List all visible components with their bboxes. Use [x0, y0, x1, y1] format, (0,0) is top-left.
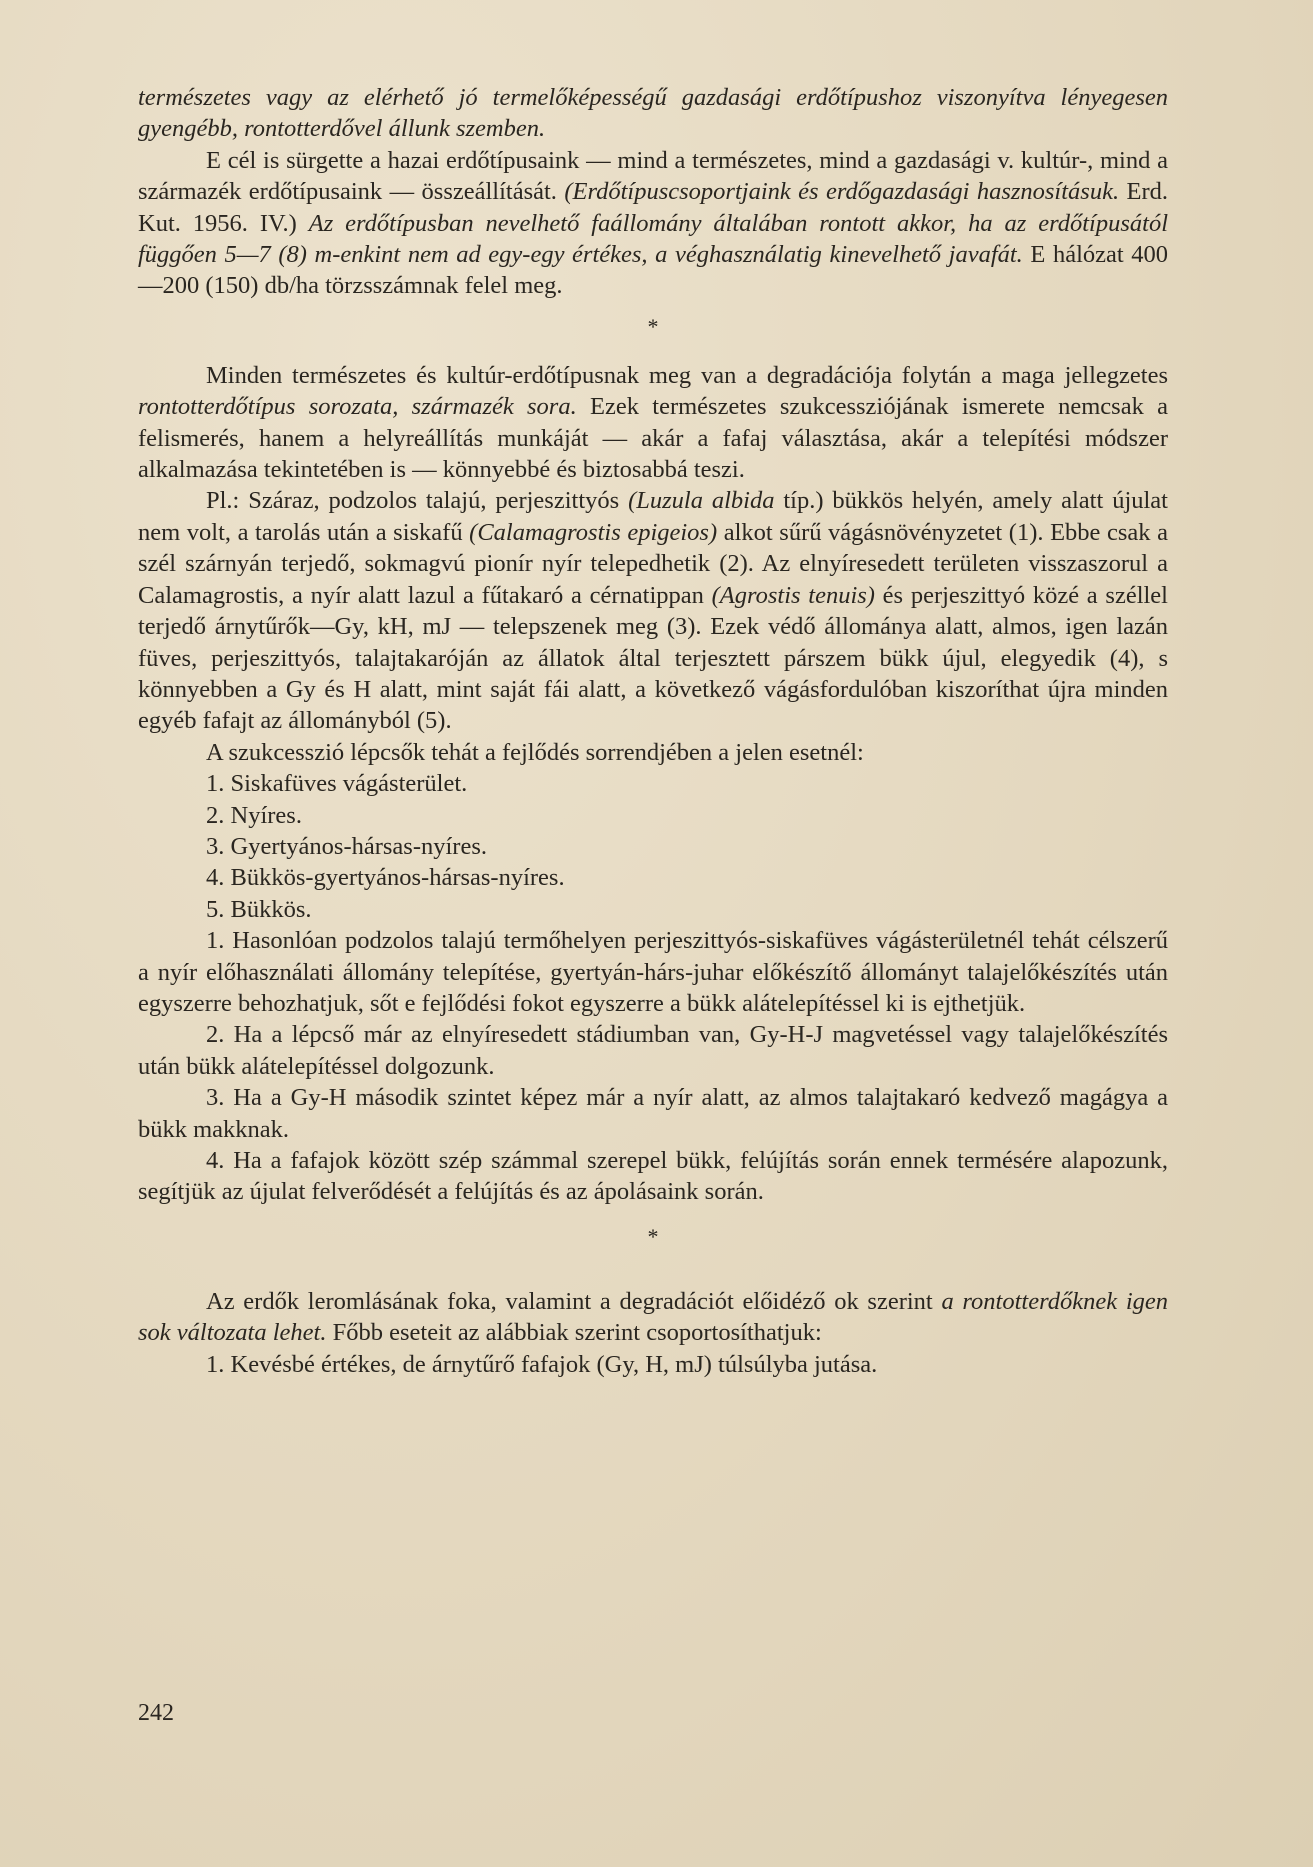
numbered-paragraph-4: 4. Ha a fafajok között szép számmal szerepel bükk, felújítás során ennek termésére alapozunk, segítjük az újulat felverődését a felújítás és az ápolásaink során. — [138, 1147, 1168, 1206]
s2-p1b: rontotterdőtípus sorozata, származék sora. — [138, 393, 577, 421]
section-separator-2: * — [647, 1223, 659, 1249]
s3-p1c: Főbb eseteit az alábbiak szerint csoportosíthatjuk: — [326, 1319, 822, 1347]
s3-p1b: a rontotterdőknek igen sok változata lehet. — [138, 1287, 1169, 1347]
numbered-paragraph-1: 1. Hasonlóan podzolos talajú termőhelyen perjeszittyós-siskafüves vágásterületnél tehát célszerű a nyír előhasználati állomány telepítése, gyertyán-hárs-juhar előkészítő állományt talajelőkészítés után egyszerre behozhatjuk, sőt e fejlődési fokot egyszerre a bükk alátelepítéssel ki is ejthetjük. — [138, 927, 1168, 1017]
s2-p2b: (Luzula albida — [628, 487, 775, 515]
section3-item-1: 1. Kevésbé értékes, de árnytűrő fafajok (Gy, H, mJ) túlsúlyba jutása. — [206, 1350, 878, 1378]
intro-s2c: Erd. Kut. 1956. IV.) — [138, 178, 1169, 237]
intro-paragraph-2 — [138, 145, 1168, 302]
s2-p2a: Pl.: Száraz, podzolos talajú, perjeszittyós — [206, 487, 629, 515]
numbered-paragraph-2: 2. Ha a lépcső már az elnyíresedett stádiumban van, Gy-H-J magvetéssel vagy talajelőkészítés után bükk alátelepítéssel dolgozunk. — [138, 1021, 1168, 1080]
intro-s2b: (Erdőtípuscsoportjaink és erdőgazdasági hasznosításuk. — [564, 178, 1120, 206]
page-body — [138, 82, 1168, 1380]
s2-p1c: Ezek természetes szukcessziójának ismerete nemcsak a felismerés, hanem a helyreállítás munkáját — akár a fafaj választása, akár a telepítési módszer alkalmazása tekintetében is — könnyebbé és biztosabbá teszi. — [138, 393, 1168, 484]
stage-item: 2. Nyíres. — [206, 801, 302, 829]
s2-p2e: alkot sűrű vágásnövényzetet (1). Ebbe csak a szél szárnyán terjedő, sokmagvú pionír nyír telepedhetik (2). Az elnyíresedett területen visszaszorul a Calamagrostis, a nyír alatt lazul a fűtakaró a cérnatippan — [138, 518, 1168, 609]
intro-s3b: E hálózat 400—200 (150) db/ha törzsszámnak felel meg. — [138, 241, 1169, 300]
section2-paragraph-3: A szukcesszió lépcsők tehát a fejlődés sorrendjében a jelen esetnél: — [206, 738, 864, 766]
section-separator-1: * — [647, 313, 659, 339]
s2-p2d: (Calamagrostis epigeios) — [469, 518, 718, 546]
intro-s3a: Az erdőtípusban nevelhető faállomány általában rontott akkor, ha az erdőtípusától függően 5—7 (8) m-enkint nem ad egy-egy értékes, a véghasználatig kinevelhető javafát. — [138, 209, 1168, 269]
section3-paragraph-1 — [138, 1286, 1168, 1349]
intro-s2a: E cél is sürgette a hazai erdőtípusaink — mind a természetes, mind a gazdasági v. kultúr-, mind a származék erdőtípusaink — összeállítását. — [138, 146, 1168, 206]
stage-item: 3. Gyertyános-hársas-nyíres. — [206, 832, 487, 860]
stage-item: 1. Siskafüves vágásterület. — [206, 770, 468, 798]
stage-item: 4. Bükkös-gyertyános-hársas-nyíres. — [206, 864, 565, 892]
s2-p2c: típ.) bükkös helyén, amely alatt újulat nem volt, a tarolás után a siskafű — [138, 487, 1168, 546]
section2-paragraph-1 — [138, 360, 1168, 486]
intro-sentence-1: természetes vagy az elérhető jó termelőképességű gazdasági erdőtípushoz viszonyítva lényegesen gyengébb, rontotterdővel állunk szemben. — [138, 84, 1168, 143]
intro-paragraph — [138, 82, 1168, 145]
numbered-paragraph-3: 3. Ha a Gy-H második szintet képez már a nyír alatt, az almos talajtakaró kedvező magágya a bükk makknak. — [138, 1084, 1168, 1143]
s3-p1a: Az erdők leromlásának foka, valamint a degradációt előidéző ok szerint — [206, 1287, 942, 1315]
section2-paragraph-2 — [138, 485, 1168, 736]
page-number: 242 — [138, 1700, 174, 1726]
s2-p2f: (Agrostis tenuis) — [711, 581, 875, 609]
stage-item: 5. Bükkös. — [206, 895, 312, 923]
s2-p2g: és perjeszittyó közé a széllel terjedő árnytűrők—Gy, kH, mJ — telepszenek meg (3). Ezek védő állománya alatt, almos, igen lazán füves, perjeszittyós, talajtakaróján az állatok által terjesztett párszem bükk újul, elegyedik (4), s könnyebben a Gy és H alatt, mint saját fái alatt, a következő vágásfordulóban kiszoríthat újra minden egyéb fafajt az állományból (5). — [138, 581, 1168, 735]
s2-p1a: Minden természetes és kultúr-erdőtípusnak meg van a degradációja folytán a maga jellegzetes — [206, 361, 1168, 389]
